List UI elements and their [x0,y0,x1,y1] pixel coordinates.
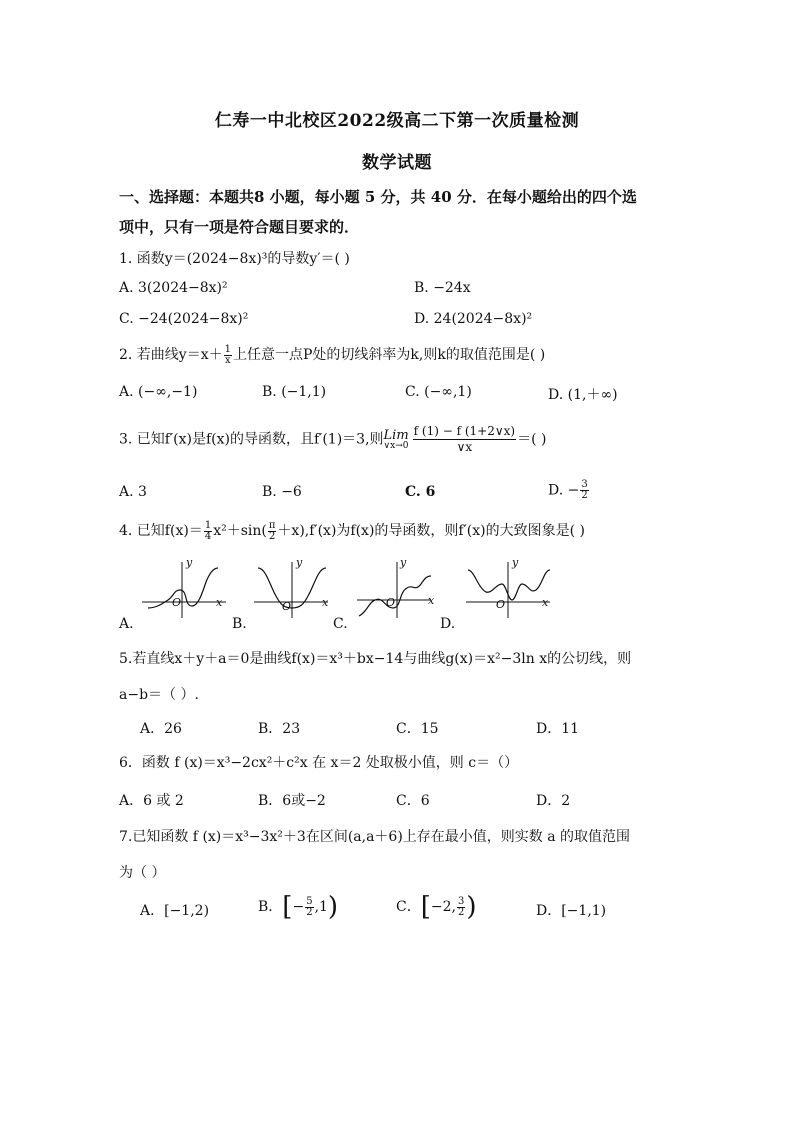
question-4-fraction-1 [204,521,212,542]
question-7-option-c [396,892,477,922]
question-1-option-d: D. 24(2024−8x)² [414,311,533,327]
question-1-option-a: A. 3(2024−8x)² [119,280,228,296]
question-4-stem-pre: 4. 已知f(x)＝ [119,523,203,539]
question-4-frac1-den: 4 [204,530,212,542]
question-2-option-b: B. (−1,1) [262,384,327,400]
question-4-graph-b [252,560,332,620]
question-5-stem-2: a−b＝（ ）. [119,687,199,703]
question-7-stem-2: 为（ ） [119,865,166,881]
question-4-fraction-2 [268,521,277,542]
question-3-frac-den: ∨x [456,440,473,454]
question-7-option-b-label: B． [258,899,283,915]
question-4-stem [119,520,585,542]
question-7-option-b-close-bracket: ) [327,892,339,922]
question-2-frac-num: 1 [224,343,231,355]
question-5-option-a: A．26 [140,721,182,737]
question-6-stem: 6．函数 f (x)＝x³−2cx²＋c²x 在 x＝2 处取极小值，则 c＝（） [119,755,519,771]
graph-c-x-label: x [428,594,435,607]
page-title: 仁寿一中北校区2022级高二下第一次质量检测 [214,111,580,131]
graph-b-origin: O [282,600,292,613]
question-7-option-b-open-bracket: [ [282,892,293,922]
question-3-option-d [548,480,590,501]
question-4-graph-a [140,560,230,620]
question-6-option-d: D．2 [536,793,571,809]
section-heading-line2: 项中，只有一项是符合题目要求的． [119,218,360,236]
question-7-option-c-head: −2, [430,899,456,915]
graph-a-x-label: x [216,596,223,609]
question-2-option-c: C. (−∞,1) [405,384,472,400]
graph-a-y-label: y [186,556,193,569]
graph-d-curve [468,570,550,600]
question-4-option-a: A. [119,616,134,632]
question-4-stem-post: ＋x),f′(x)为f(x)的导函数，则f′(x)的大致图象是( ) [277,523,585,539]
question-5-stem: 5.若直线x＋y＋a＝0是曲线f(x)＝x³＋bx−14与曲线g(x)＝x²−3ln x的公切线，则 [119,651,632,667]
section-heading-line1: 一、选择题：本题共8 小题，每小题 5 分，共 40 分．在每小题给出的四个选 [119,188,637,206]
question-3-stem [119,424,546,455]
question-4-graph-d [464,560,554,620]
question-3-lim-sub: ∨x→0 [383,440,409,451]
question-6-option-c: C．6 [396,793,430,809]
question-7-option-c-num: 3 [457,895,465,907]
question-7-option-c-close-bracket: ) [466,892,477,922]
question-7-option-b-sign: − [292,899,305,915]
graph-d-x-label: x [542,596,549,609]
question-3-option-d-num: 3 [581,479,588,490]
question-7-option-b-tail: ,1 [314,899,328,915]
graph-d-origin: O [496,598,506,611]
question-1-stem: 1. 函数y＝(2024−8x)³的导数y′＝( ) [119,251,350,267]
question-2-option-a: A. (−∞,−1) [119,384,198,400]
question-7-option-a: A．[−1,2) [140,903,210,919]
question-4-option-c: C. [333,616,348,632]
question-4-option-b: B. [232,616,247,632]
question-7-option-b [258,892,338,922]
question-4-option-d: D. [440,616,456,632]
question-1-option-b: B. −24x [414,280,471,296]
question-3-stem-pre: 3. 已知f′(x)是f(x)的导函数，且f′(1)＝3,则 [119,431,384,448]
question-7-stem: 7.已知函数 f (x)＝x³−3x²＋3在区间(a,a＋6)上存在最小值，则实数 a 的取值范围 [119,829,631,845]
question-7-option-b-den: 2 [306,906,313,918]
question-2-stem-post: 上任意一点P处的切线斜率为k,则k的取值范围是( ) [233,347,546,363]
question-6-option-a: A．6 或 2 [119,793,184,809]
question-7-option-c-den: 2 [457,906,465,918]
question-7-option-c-label: C． [396,899,421,915]
question-2-frac-den: x [224,354,231,366]
question-5-option-c: C．15 [396,721,439,737]
graph-a-origin: O [172,596,182,609]
question-3-frac-num: f (1) − f (1+2∨x) [413,424,516,438]
question-7-option-b-fraction [305,897,313,918]
page-subtitle: 数学试题 [362,153,432,173]
question-2-option-d: D. (1,＋∞) [548,387,618,403]
question-2-stem [119,344,545,366]
question-2-stem-pre: 2. 若曲线y＝x＋ [119,347,223,363]
question-3-option-d-label: D. − [548,482,580,499]
question-3-option-c: C. 6 [405,484,436,500]
question-3-option-b: B. −6 [262,484,302,500]
graph-b-x-label: x [322,596,329,609]
question-3-lim-word: Lim [383,427,409,443]
graph-d-y-label: y [512,556,519,569]
question-5-option-d: D．11 [536,721,580,737]
question-6-option-b: B．6或−2 [258,793,326,809]
question-1-option-c: C. −24(2024−8x)² [119,311,249,327]
graph-b-y-label: y [296,556,303,569]
graph-c-y-label: y [400,556,407,569]
question-7-option-b-num: 5 [306,895,313,907]
question-5-option-b: B．23 [258,721,301,737]
question-4-frac2-num: π [268,519,276,531]
question-3-option-d-fraction [580,480,588,501]
question-4-frac2-den: 2 [268,530,276,542]
question-4-graph-c [355,560,435,620]
graph-c-origin: O [386,596,396,609]
question-7-option-c-fraction [457,897,465,918]
question-7-option-d: D．[−1,1) [536,903,607,919]
question-3-option-d-den: 2 [581,490,588,501]
question-3-stem-post: ＝( ) [517,431,547,448]
question-4-frac1-num: 1 [204,519,212,531]
question-2-fraction [224,345,232,366]
question-3-fraction [413,424,516,455]
question-3-limit [384,429,409,451]
question-4-stem-mid: x²＋sin( [213,523,267,539]
question-3-option-a: A. 3 [119,484,147,500]
question-7-option-c-open-bracket: [ [420,892,431,922]
